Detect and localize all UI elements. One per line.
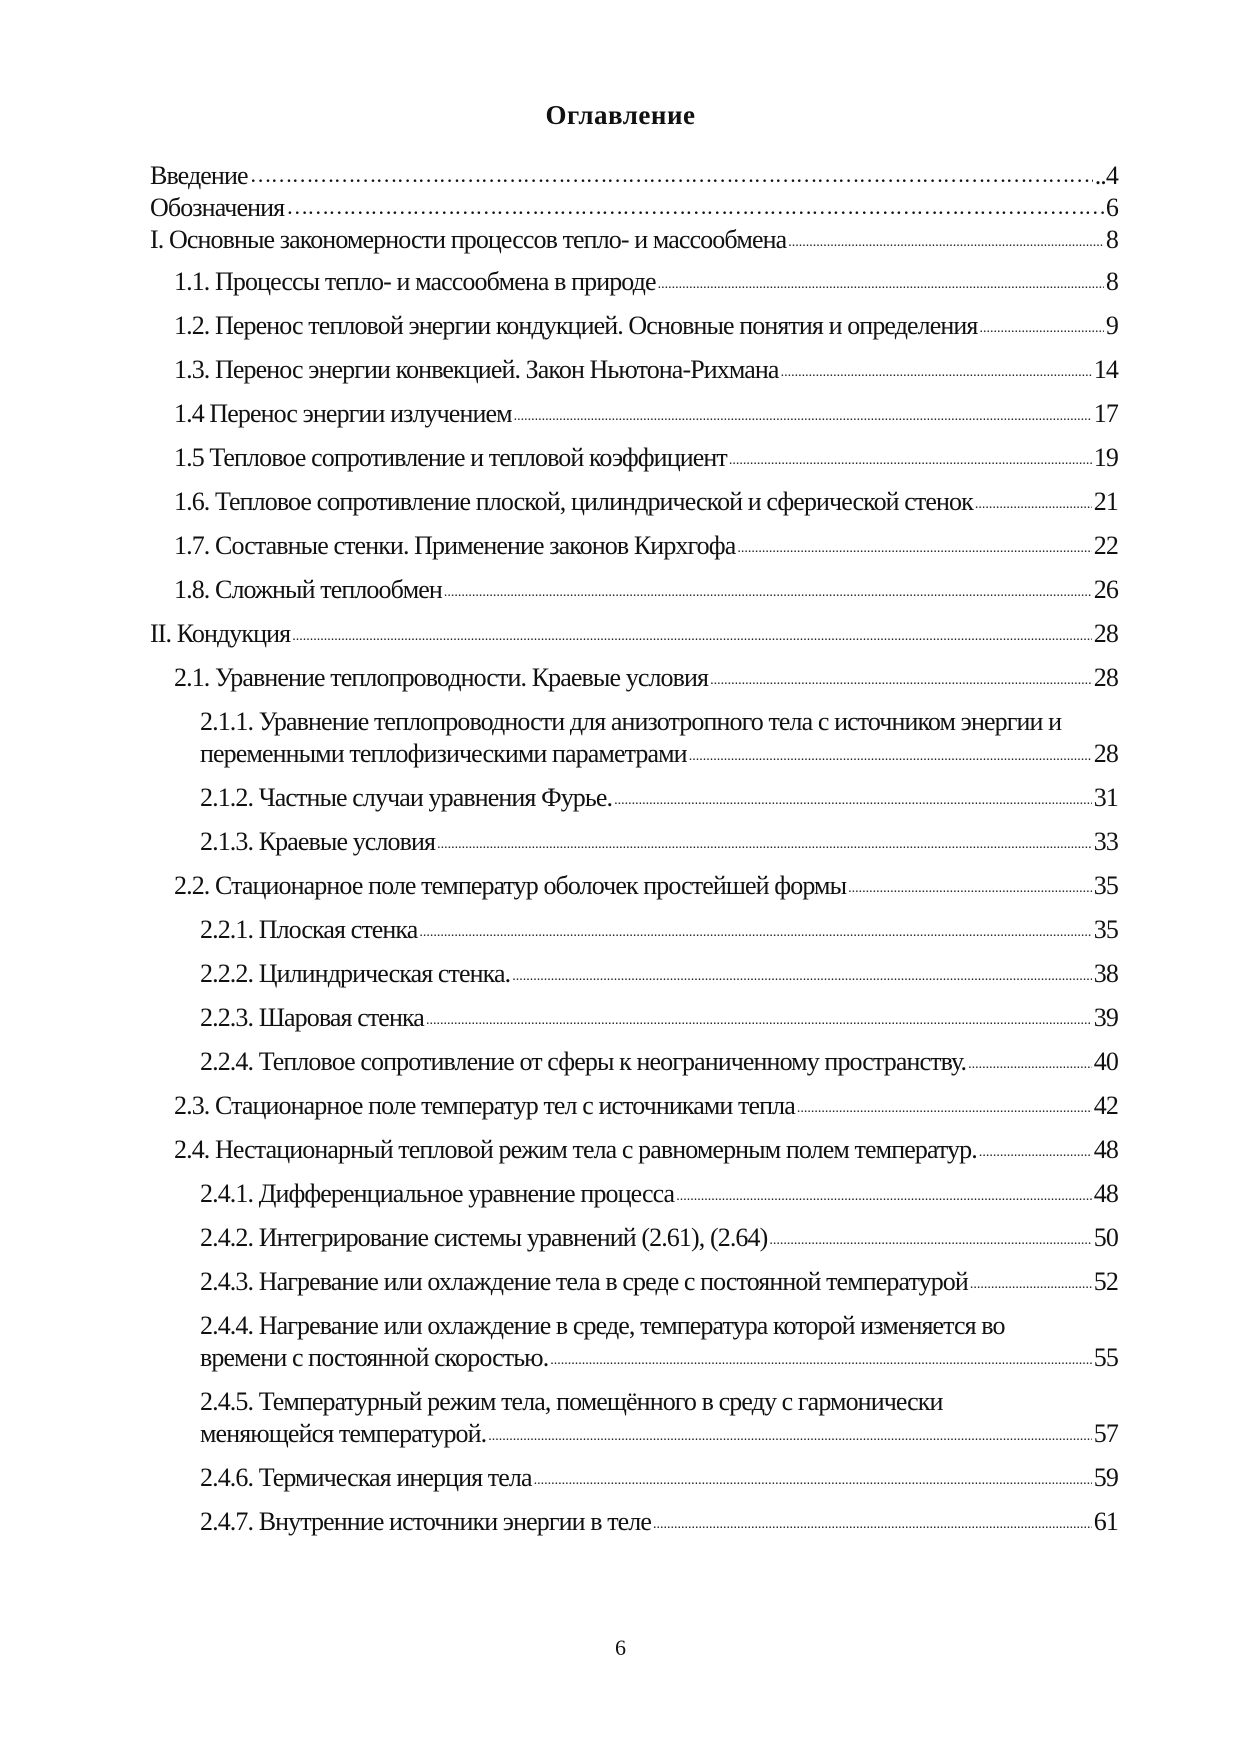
toc-entry-title: 2.4.7. Внутренние источники энергии в теле (200, 1507, 652, 1536)
toc-leader (534, 1460, 1092, 1497)
toc-entry-title: 2.2.3. Шаровая стенка (200, 1003, 424, 1032)
toc-entry-page: 33 (1093, 827, 1118, 856)
toc-entry-title-line1: 2.4.4. Нагревание или охлаждение в среде, температура которой изменяется во (200, 1311, 1005, 1340)
toc-entry-page: 22 (1093, 531, 1118, 560)
toc-entry (150, 782, 1118, 826)
toc-entry (150, 442, 1118, 486)
toc-entry-title: 2.4.2. Интегрирование системы уравнений (2.61), (2.64) (200, 1223, 768, 1252)
toc-entry-page: 6 (1105, 193, 1118, 222)
toc-entry-title: 2.4.3. Нагревание или охлаждение тела в среде с постоянной температурой (200, 1267, 968, 1296)
toc-entry-title: 1.7. Составные стенки. Применение законов Кирхгофа (174, 531, 736, 560)
toc-entry-page: 40 (1093, 1047, 1118, 1076)
toc-entry (150, 266, 1118, 310)
toc-leader (968, 1044, 1092, 1081)
toc-entry (150, 914, 1118, 958)
toc-entry-title: 2.1.2. Частные случаи уравнения Фурье. (200, 783, 613, 812)
toc-leader (689, 736, 1092, 773)
toc-entry-page: 48 (1093, 1135, 1118, 1164)
toc-entry-page: 8 (1105, 225, 1118, 254)
toc-entry-page: 35 (1093, 871, 1118, 900)
toc-entry (150, 224, 1118, 266)
toc-entry-page: 17 (1093, 399, 1118, 428)
toc-leader (848, 868, 1092, 905)
toc-entry-page: 21 (1093, 487, 1118, 516)
toc-leader (979, 308, 1103, 345)
toc-entry-page: 28 (1093, 619, 1118, 648)
toc-entry-title: 1.5 Тепловое сопротивление и тепловой коэффициент (174, 443, 727, 472)
toc-entry-page: 8 (1105, 267, 1118, 296)
toc-entry-page: 39 (1093, 1003, 1118, 1032)
toc-entry-title: 2.1.3. Краевые условия (200, 827, 436, 856)
toc-entry-title: времени с постоянной скоростью. (200, 1343, 549, 1372)
toc-entry-title: 1.2. Перенос тепловой энергии кондукцией. Основные понятия и определения (174, 311, 978, 340)
toc-entry (150, 662, 1118, 706)
toc-entry (150, 1090, 1118, 1134)
toc-entry-page: 26 (1093, 575, 1118, 604)
toc-entry-title: 2.4. Нестационарный тепловой режим тела с равномерным полем температур. (174, 1135, 977, 1164)
toc-entry (150, 1134, 1118, 1178)
toc-entry-page: 28 (1093, 739, 1118, 768)
toc-entry-title: переменными теплофизическими параметрами (200, 739, 687, 768)
toc-entry-page: 55 (1093, 1343, 1118, 1372)
toc-entry (150, 1002, 1118, 1046)
toc-entry (150, 618, 1118, 662)
toc-entry (150, 1462, 1118, 1506)
toc-entry-page: 48 (1093, 1179, 1118, 1208)
toc-entry (150, 310, 1118, 354)
toc-entry (150, 1310, 1118, 1386)
toc-leader (788, 222, 1104, 259)
toc-leader (970, 1264, 1092, 1301)
toc-leader (550, 1340, 1092, 1377)
toc-leader (676, 1176, 1092, 1213)
toc-leader (614, 780, 1092, 817)
toc-leader (286, 190, 1104, 223)
toc-entry-page: 38 (1093, 959, 1118, 988)
toc-entry-title: 2.1. Уравнение теплопроводности. Краевые условия (174, 663, 709, 692)
toc-entry (150, 706, 1118, 782)
toc-leader (729, 440, 1092, 477)
toc-entry-page: 61 (1093, 1507, 1118, 1536)
toc-entry-title: 2.4.1. Дифференциальное уравнение процесса (200, 1179, 675, 1208)
toc-entry-title: 1.6. Тепловое сопротивление плоской, цилиндрической и сферической стенок (174, 487, 973, 516)
toc-leader (419, 912, 1091, 949)
toc-entry-page: 19 (1093, 443, 1118, 472)
toc-entry-page: 9 (1105, 311, 1118, 340)
toc-entry-page: 28 (1093, 663, 1118, 692)
toc-entry-title: 2.2.2. Цилиндрическая стенка. (200, 959, 511, 988)
toc-entry-page: 14 (1093, 355, 1118, 384)
toc-leader (426, 1000, 1092, 1037)
toc-entry-title: II. Кондукция (150, 619, 291, 648)
toc-entry (150, 192, 1118, 224)
toc-leader (658, 264, 1104, 301)
toc-entry-title: 2.4.6. Термическая инерция тела (200, 1463, 532, 1492)
toc-leader (488, 1416, 1092, 1453)
toc-entry-page: ..4 (1094, 161, 1118, 190)
toc-entry-title: 2.2.1. Плоская стенка (200, 915, 418, 944)
toc-entry-page: 57 (1093, 1419, 1118, 1448)
toc-entry (150, 826, 1118, 870)
toc-leader (975, 484, 1092, 521)
toc-entry-title: Обозначения (150, 193, 285, 222)
toc-leader (653, 1504, 1092, 1541)
toc-entry (150, 398, 1118, 442)
toc-entry-page: 31 (1093, 783, 1118, 812)
toc-entry-title: 1.1. Процессы тепло- и массообмена в природе (174, 267, 656, 296)
toc-leader (250, 158, 1093, 191)
toc-leader (444, 572, 1092, 609)
toc-entry-title-line1: 2.4.5. Температурный режим тела, помещённого в среду с гармонически (200, 1387, 943, 1416)
toc-leader (514, 396, 1092, 433)
toc-entry-page: 42 (1093, 1091, 1118, 1120)
toc-entry-title: 1.3. Перенос энергии конвекцией. Закон Ньютона-Рихмана (174, 355, 779, 384)
toc-entry-title: I. Основные закономерности процессов тепло- и массообмена (150, 225, 787, 254)
toc-entry-page: 50 (1093, 1223, 1118, 1252)
toc-leader (769, 1220, 1091, 1257)
toc-entry (150, 354, 1118, 398)
toc-entry (150, 1266, 1118, 1310)
toc-entry (150, 870, 1118, 914)
toc-entry (150, 486, 1118, 530)
toc-entry-title: 2.3. Стационарное поле температур тел с источниками тепла (174, 1091, 795, 1120)
toc-entry (150, 1506, 1118, 1550)
toc-entry (150, 530, 1118, 574)
toc-leader (710, 660, 1092, 697)
toc-entry (150, 1178, 1118, 1222)
toc-entry-title: Введение (150, 161, 248, 190)
page-number: 6 (615, 1635, 626, 1660)
toc-entry-title: меняющейся температурой. (200, 1419, 487, 1448)
toc-entry (150, 958, 1118, 1002)
toc-leader (512, 956, 1092, 993)
toc-leader (797, 1088, 1092, 1125)
toc-entry (150, 1046, 1118, 1090)
page-title: Оглавление (545, 100, 696, 130)
toc-entry-title: 2.2.4. Тепловое сопротивление от сферы к неограниченному пространству. (200, 1047, 967, 1076)
toc-entry-title-line1: 2.1.1. Уравнение теплопроводности для анизотропного тела с источником энергии и (200, 707, 1062, 736)
toc-entry-title: 2.2. Стационарное поле температур оболочек простейшей формы (174, 871, 847, 900)
toc-entry (150, 160, 1118, 192)
toc-entry (150, 1222, 1118, 1266)
toc-entry-page: 52 (1093, 1267, 1118, 1296)
toc-leader (292, 616, 1092, 653)
toc-leader (979, 1132, 1092, 1169)
toc-entry (150, 1386, 1118, 1462)
toc-entry-page: 59 (1093, 1463, 1118, 1492)
toc-entry-title: 1.8. Сложный теплообмен (174, 575, 442, 604)
toc-entry-title: 1.4 Перенос энергии излучением (174, 399, 512, 428)
toc-leader (437, 824, 1092, 861)
toc-entry (150, 574, 1118, 618)
toc-entry-page: 35 (1093, 915, 1118, 944)
toc-leader (737, 528, 1091, 565)
toc-leader (781, 352, 1092, 389)
table-of-contents (150, 160, 1118, 1550)
